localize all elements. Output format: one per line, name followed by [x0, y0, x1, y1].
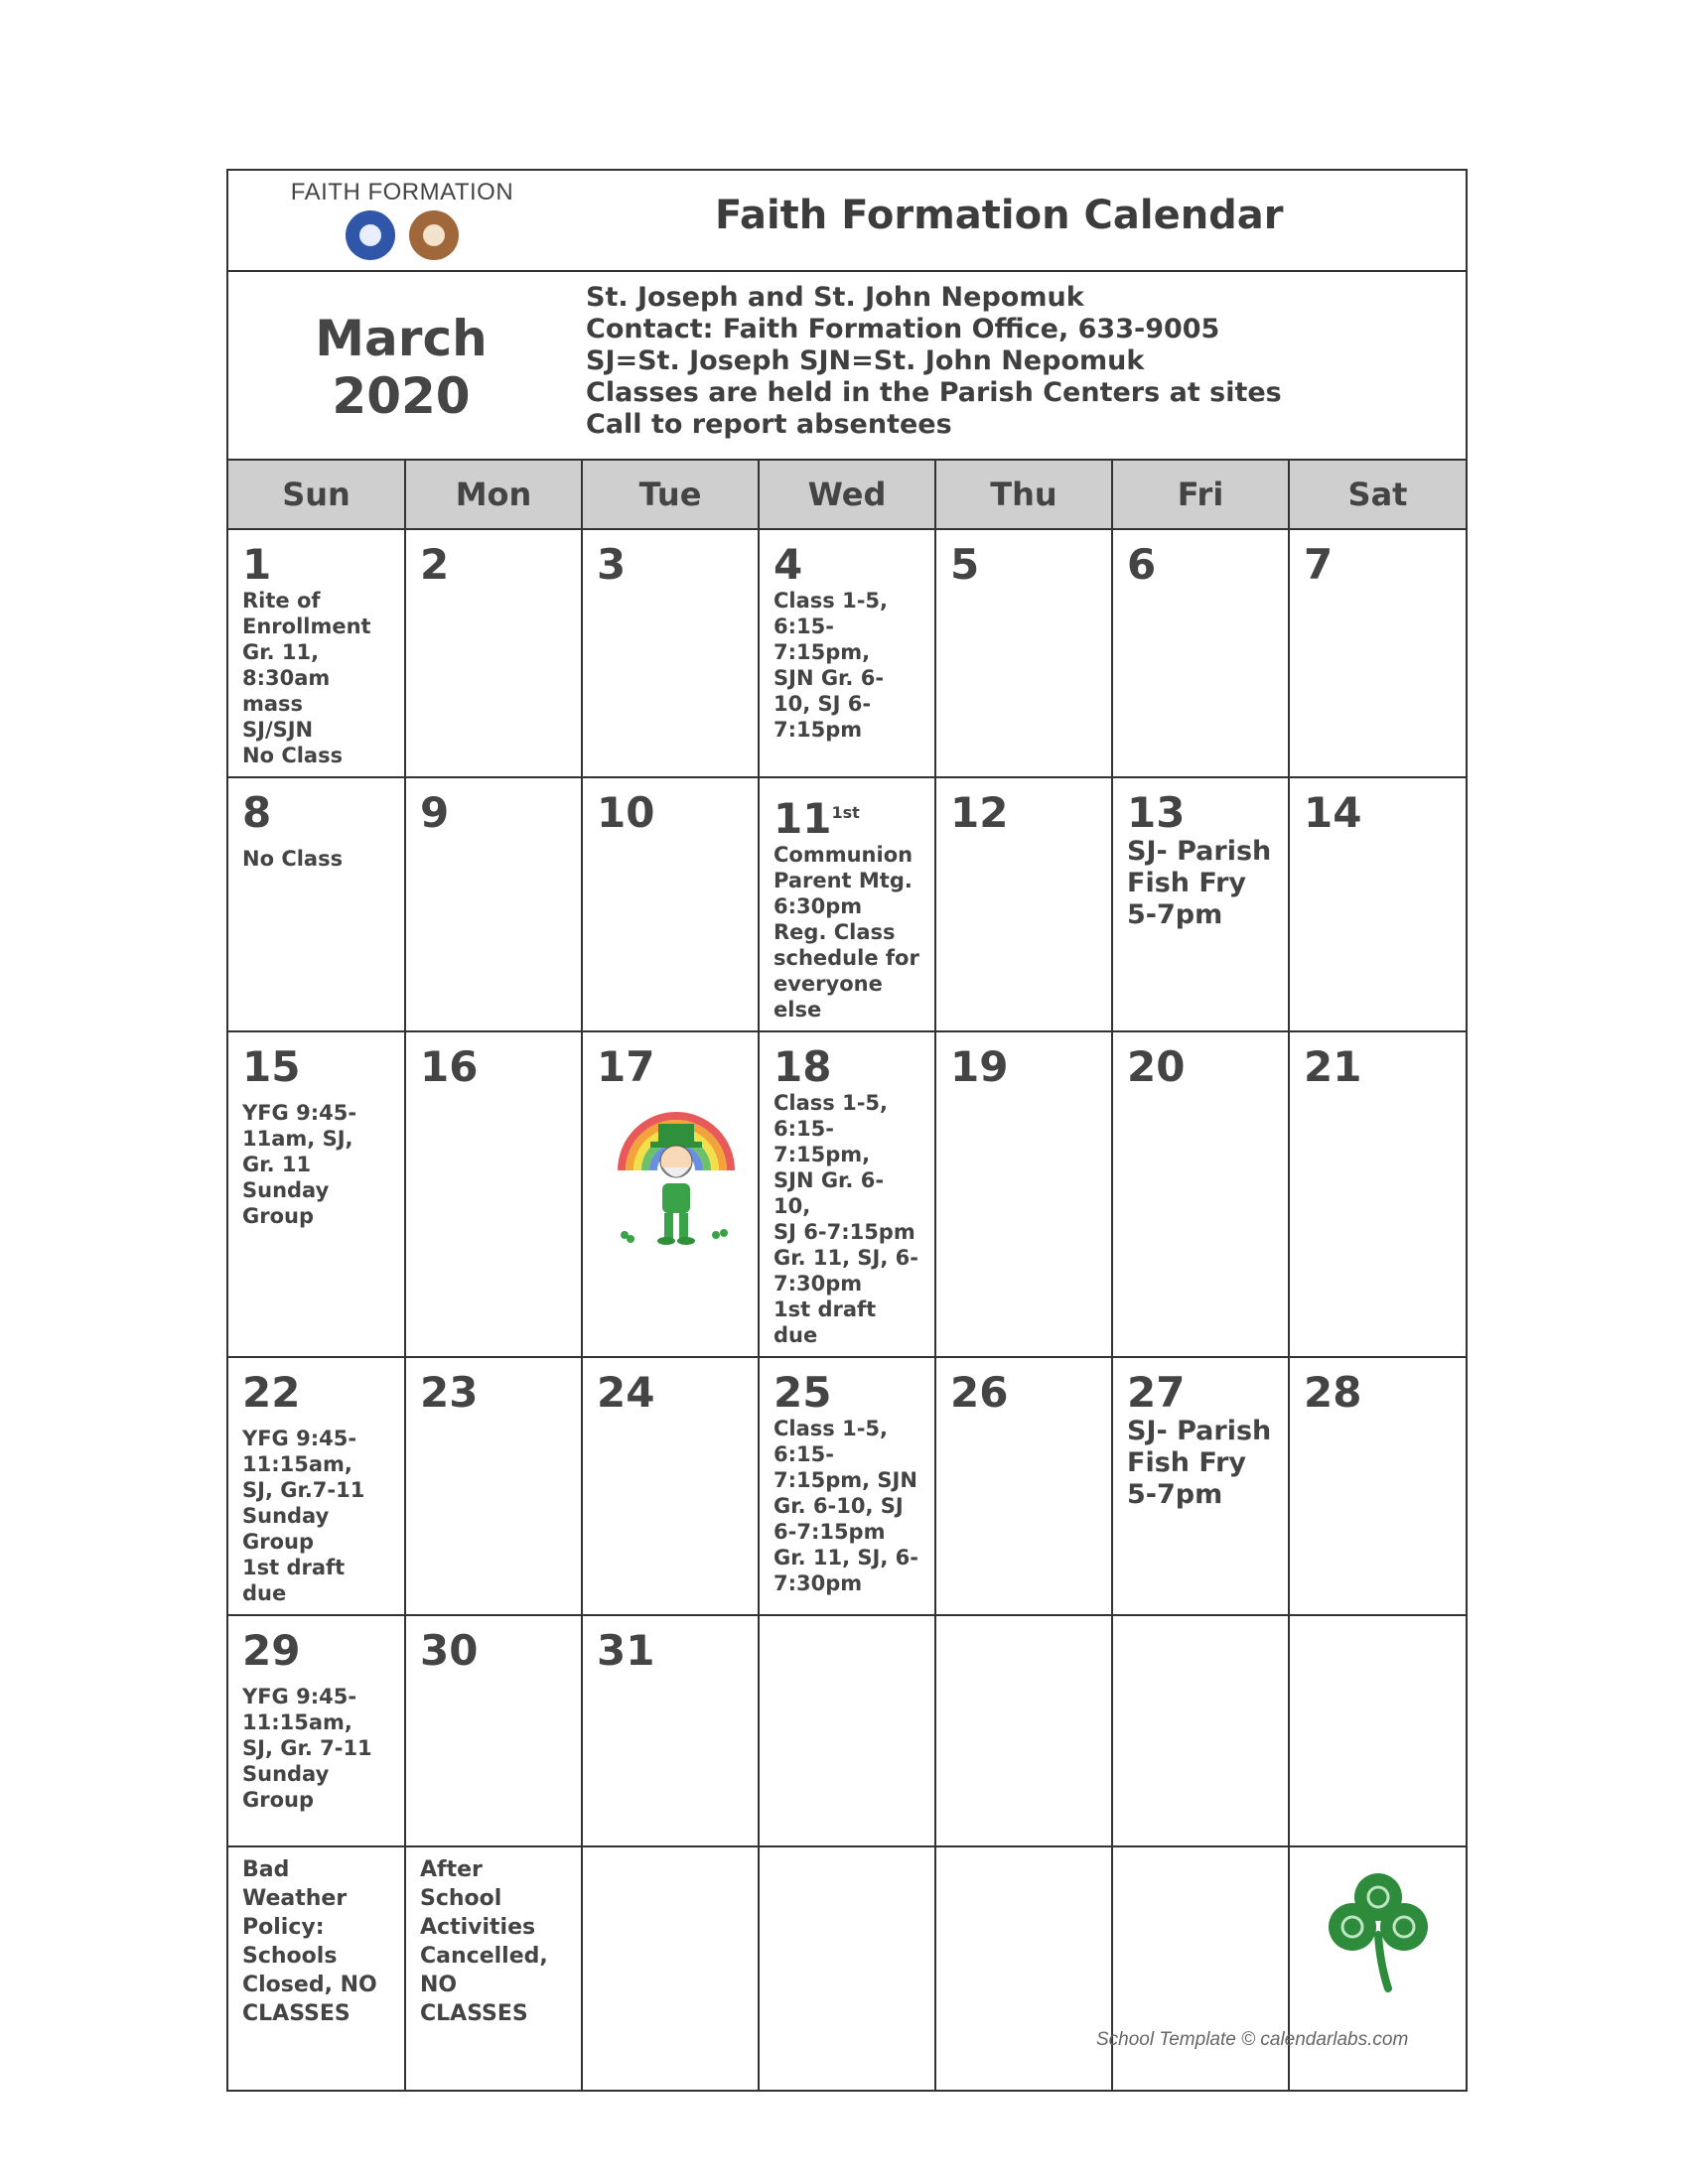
- info-line: Classes are held in the Parish Centers at sites: [586, 377, 1282, 408]
- weekday-mon: Mon: [405, 461, 582, 529]
- day-cell: [1112, 1357, 1289, 1615]
- day-cell: [228, 1031, 405, 1357]
- day-cell: [759, 1357, 935, 1615]
- day-cell: [228, 1615, 405, 1846]
- day-event: Class 1-5, 6:15-7:15pm, SJN Gr. 6-10, SJ 6-7:15pm Gr. 11, SJ, 6- 7:30pm 1st draft due: [774, 1091, 918, 1347]
- day-cell: [405, 529, 582, 777]
- day-number: 10: [597, 788, 655, 837]
- day-number: 26: [950, 1368, 1009, 1417]
- day-number: 13: [1127, 788, 1186, 837]
- day-cell: [405, 777, 582, 1031]
- day-number: 27: [1127, 1368, 1186, 1417]
- day-event: Class 1-5, 6:15- 7:15pm, SJN Gr. 6- 10, SJ 6- 7:15pm: [774, 589, 889, 742]
- day-number: 5: [950, 540, 980, 589]
- info-line: Call to report absentees: [586, 409, 952, 440]
- day-cell: [759, 529, 935, 777]
- day-number: 8: [242, 788, 272, 837]
- day-event: YFG 9:45- 11:15am, SJ, Gr. 7-11 Sunday Group: [242, 1685, 372, 1812]
- day-event: Class 1-5, 6:15- 7:15pm, SJN Gr. 6-10, SJ 6-7:15pm Gr. 11, SJ, 6- 7:30pm: [774, 1417, 918, 1595]
- year: 2020: [332, 367, 471, 425]
- day-number: 15: [242, 1042, 301, 1091]
- day-cell: [1289, 1615, 1466, 1846]
- st-john-nepomuk-seal-icon: [409, 210, 459, 260]
- day-cell: [935, 777, 1112, 1031]
- note-cell: [1289, 1846, 1466, 2090]
- day-number: 2: [420, 540, 450, 589]
- day-cell: [405, 1357, 582, 1615]
- weekday-fri: Fri: [1112, 461, 1289, 529]
- day-cell: [405, 1031, 582, 1357]
- logo-text: FAITH FORMATION: [290, 179, 514, 205]
- day-number: 28: [1304, 1368, 1362, 1417]
- month-name: March: [315, 310, 488, 367]
- note-cell: [759, 1846, 935, 2090]
- note-cell: [405, 1846, 582, 2090]
- info-row: [228, 272, 1466, 461]
- day-cell: [1289, 529, 1466, 777]
- day-number: [774, 790, 920, 842]
- weekday-thu: Thu: [935, 461, 1112, 529]
- day-number: 12: [950, 788, 1009, 837]
- calendar-title: Faith Formation Calendar: [715, 193, 1284, 238]
- footer-credit: School Template © calendarlabs.com: [1096, 2029, 1409, 2050]
- day-cell: [582, 1615, 759, 1846]
- day-cell: [759, 1031, 935, 1357]
- day-cell: [1112, 777, 1289, 1031]
- day-cell: [582, 1357, 759, 1615]
- day-event: SJ- Parish Fish Fry 5-7pm: [1127, 836, 1272, 930]
- day-number: 9: [420, 788, 450, 837]
- day-cell: [935, 1031, 1112, 1357]
- day-event: Rite of Enrollment Gr. 11, 8:30am mass SJ/SJN No Class: [242, 589, 371, 767]
- day-number: 22: [242, 1368, 301, 1417]
- month-year: [228, 310, 574, 425]
- day-number: 14: [1304, 788, 1362, 837]
- info-lines: [586, 282, 1282, 441]
- info-line: St. Joseph and St. John Nepomuk: [586, 282, 1084, 313]
- day-cell: [759, 777, 935, 1031]
- day-cell: [228, 1357, 405, 1615]
- day-number: 31: [597, 1626, 655, 1675]
- day-number: 20: [1127, 1042, 1186, 1091]
- weekday-wed: Wed: [759, 461, 935, 529]
- week-row: [228, 529, 1466, 777]
- day-cell: [1289, 777, 1466, 1031]
- day-number: 4: [774, 540, 803, 589]
- week-row: [228, 1615, 1466, 1846]
- day-cell: [1289, 1357, 1466, 1615]
- info-line: Contact: Faith Formation Office, 633-9005: [586, 314, 1220, 344]
- day-number-value: 11: [774, 794, 832, 843]
- day-number: 3: [597, 540, 627, 589]
- weekday-tue: Tue: [582, 461, 759, 529]
- day-number: 29: [242, 1626, 301, 1675]
- day-number: 19: [950, 1042, 1009, 1091]
- day-cell: [1289, 1031, 1466, 1357]
- faith-formation-logo: [288, 179, 516, 260]
- day-cell: [582, 1031, 759, 1357]
- calendar-sheet: [226, 169, 1468, 2092]
- day-cell: [582, 777, 759, 1031]
- weekday-header-row: [228, 461, 1466, 529]
- day-number: 18: [774, 1042, 832, 1091]
- after-school-note: After School Activities Cancelled, NO CLASSES: [420, 1857, 548, 2026]
- day-number: 25: [774, 1368, 832, 1417]
- notes-row: [228, 1846, 1466, 2090]
- note-cell: [228, 1846, 405, 2090]
- shamrock-icon: [1319, 1865, 1438, 1994]
- note-cell: [935, 1846, 1112, 2090]
- weekday-sun: Sun: [228, 461, 405, 529]
- day-cell: [228, 529, 405, 777]
- note-cell: [582, 1846, 759, 2090]
- day-cell: [1112, 1615, 1289, 1846]
- day-number: 16: [420, 1042, 479, 1091]
- day-cell: [228, 777, 405, 1031]
- day-cell: [582, 529, 759, 777]
- day-cell: [759, 1615, 935, 1846]
- calendar-header: [228, 171, 1466, 272]
- day-event: Communion Parent Mtg. 6:30pm Reg. Class schedule for everyone else: [774, 843, 919, 1022]
- day-number: 21: [1304, 1042, 1362, 1091]
- day-event: YFG 9:45- 11am, SJ, Gr. 11 Sunday Group: [242, 1101, 357, 1228]
- day-cell: [935, 529, 1112, 777]
- week-row: [228, 1031, 1466, 1357]
- weekday-sat: Sat: [1289, 461, 1466, 529]
- day-number: 6: [1127, 540, 1157, 589]
- day-number: 24: [597, 1368, 655, 1417]
- day-number: 1: [242, 540, 272, 589]
- day-cell: [1112, 529, 1289, 777]
- leprechaun-rainbow-illustration: [607, 1096, 746, 1255]
- bad-weather-note: Bad Weather Policy: Schools Closed, NO CLASSES: [242, 1857, 377, 2026]
- day-event: SJ- Parish Fish Fry 5-7pm: [1127, 1416, 1272, 1510]
- day-number: 17: [597, 1042, 655, 1091]
- day-event: No Class: [242, 847, 344, 871]
- st-joseph-seal-icon: [346, 210, 395, 260]
- info-line: SJ=St. Joseph SJN=St. John Nepomuk: [586, 345, 1145, 376]
- day-event: YFG 9:45- 11:15am, SJ, Gr.7-11 Sunday Group 1st draft due: [242, 1427, 365, 1605]
- day-number: 7: [1304, 540, 1334, 589]
- day-number: 23: [420, 1368, 479, 1417]
- day-number: 30: [420, 1626, 479, 1675]
- day-cell: [935, 1615, 1112, 1846]
- day-cell: [405, 1615, 582, 1846]
- week-row: [228, 777, 1466, 1031]
- day-cell: [935, 1357, 1112, 1615]
- week-row: [228, 1357, 1466, 1615]
- note-cell: [1112, 1846, 1289, 2090]
- day-number-superscript: 1st: [831, 803, 860, 822]
- day-cell: [1112, 1031, 1289, 1357]
- calendar-grid: [228, 461, 1466, 2090]
